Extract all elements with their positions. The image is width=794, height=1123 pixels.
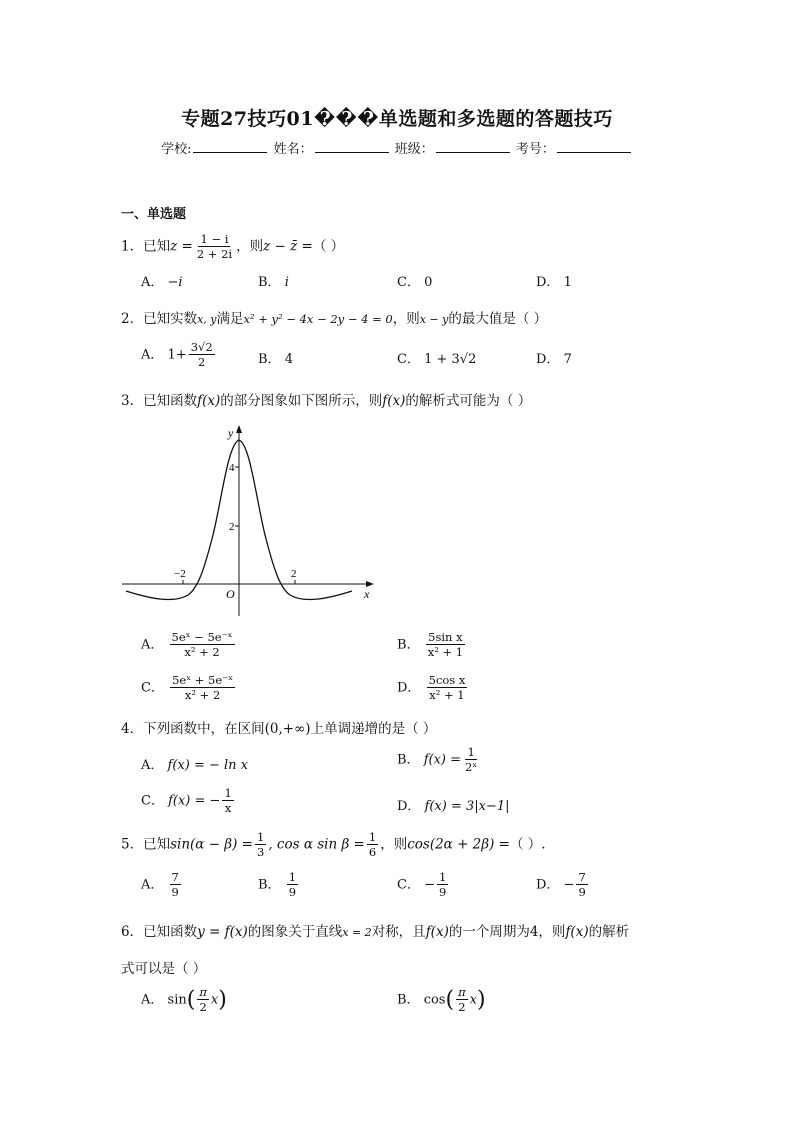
class-blank — [436, 140, 510, 153]
question-2 — [121, 307, 547, 327]
option-a: A． sin( $\frac{\pi}{2}$ x) — [141, 985, 227, 1015]
x-axis-label: x — [364, 587, 370, 601]
option-d: D． f(x) = 3|x−1| — [397, 799, 510, 814]
option-d: D． $\frac{\text{5cos x}}{\text{x² + 1}}$ — [397, 673, 466, 703]
question-text: ，则 — [236, 238, 264, 255]
question-text: 的部分图象如下图所示，则 — [220, 393, 383, 409]
answer-bracket: （ ）. — [509, 836, 546, 853]
x-tick-2: 2 — [291, 568, 297, 580]
option-c: C． $\frac{\text{5eˣ + 5e⁻ˣ}}{\text{x² + 2}}$ — [141, 673, 234, 703]
question-text: 已知函数 — [143, 924, 198, 940]
school-blank — [193, 140, 267, 153]
y-tick-4: 4 — [229, 462, 235, 474]
math-expr: x, y — [197, 313, 217, 326]
math-expr: y = f(x) — [197, 924, 248, 940]
school-label: 学校: — [161, 142, 192, 157]
option-d: D． 7 — [536, 352, 572, 367]
question-number: 3． — [121, 393, 144, 409]
answer-bracket: （ ） — [312, 238, 345, 255]
name-blank — [315, 140, 389, 153]
option-a: A． −i — [141, 275, 183, 290]
question-text: 的图象关于直线 — [247, 924, 343, 940]
option-a: A． f(x) = − ln x — [141, 758, 248, 773]
option-c: C． f(x) = − $\frac{1}{x}$ — [141, 786, 232, 816]
option-b: B． i — [258, 275, 289, 290]
option-c: C． 1 + 3√2 — [397, 352, 477, 367]
function-graph — [118, 420, 378, 620]
math-expr: z − z̄ = — [263, 238, 313, 255]
fraction — [195, 232, 234, 262]
math-expr: sin(α − β) = — [170, 836, 253, 853]
id-blank — [557, 140, 631, 153]
origin-label: O — [226, 587, 235, 601]
option-c: C． − $\frac{1}{9}$ — [397, 870, 447, 900]
math-expr: x − y — [419, 313, 449, 326]
option-d: D． 1 — [536, 275, 572, 290]
option-b: B． $\frac{1}{9}$ — [258, 870, 297, 900]
question-text: 对称，且 — [371, 924, 426, 940]
option-a: A． $\frac{7}{9}$ — [141, 870, 179, 900]
option-d: D． − $\frac{7}{9}$ — [536, 870, 586, 900]
page-title: 专题27技巧01���单选题和多选题的答题技巧 — [181, 108, 613, 130]
question-text: ，则 — [380, 836, 408, 853]
question-text: 已知函数 — [143, 393, 198, 409]
question-text: 的最大值是（ ） — [448, 311, 548, 327]
x-tick-neg2: −2 — [174, 568, 186, 580]
question-1 — [121, 232, 344, 262]
math-expr: z = — [170, 238, 193, 255]
math-expr: f(x) — [565, 924, 589, 940]
question-text: ，则 — [392, 311, 420, 327]
math-expr: x = 2 — [342, 926, 372, 939]
question-text: 的解析式可能为（ ） — [405, 393, 532, 409]
question-text: 满足 — [216, 311, 244, 327]
math-expr: x² + y² − 4x − 2y − 4 = 0 — [243, 312, 393, 326]
class-label: 班级： — [394, 142, 434, 157]
option-b: B． f(x) = $\frac{1}{\text{2ˣ}}$ — [397, 745, 478, 775]
math-expr: f(x) — [382, 393, 406, 409]
option-a: A． $\frac{\text{5eˣ − 5e⁻ˣ}}{\text{x² + 2}}$ — [141, 630, 233, 660]
question-text: 已知 — [143, 836, 171, 853]
y-axis-arrow-icon — [236, 425, 242, 433]
question-4 — [121, 717, 436, 737]
question-5: 5．已知sin(α − β) = $\frac{1}{3}$ , cos α sin β = $\frac{1}{6}$ ，则cos(2α + 2β) =（ ）. — [121, 830, 546, 860]
question-number: 4． — [121, 721, 144, 737]
y-axis-label: y — [228, 426, 234, 440]
math-expr: f(x) — [197, 393, 221, 409]
question-text: 下列函数中，在区间(0,+∞)上单调递增的是（ ） — [143, 721, 437, 737]
math-expr: f(x) — [425, 924, 449, 940]
question-text: 已知 — [143, 238, 171, 255]
option-b: B． cos( $\frac{\pi}{2}$ x) — [397, 985, 486, 1015]
question-number: 2． — [121, 311, 144, 327]
fraction-numerator: 1 − i — [200, 232, 229, 246]
question-6-line-2: 式可以是（ ） — [121, 961, 207, 977]
math-expr: , cos α sin β = — [268, 836, 365, 853]
section-title: 一、单选题 — [121, 207, 187, 222]
question-text: 已知实数 — [143, 311, 198, 327]
question-number: 5． — [121, 836, 144, 853]
question-text: 的一个周期为4，则 — [448, 924, 566, 940]
option-b: B． $\frac{\text{5sin x}}{\text{x² + 1}}$ — [397, 630, 464, 660]
math-expr: cos(2α + 2β) = — [407, 836, 510, 853]
question-number: 1． — [121, 238, 144, 255]
option-b: B． 4 — [258, 352, 293, 367]
question-number: 6． — [121, 924, 144, 940]
id-label: 考号： — [515, 142, 555, 157]
option-a: A． 1+ $\frac{3√2}{2}$ — [141, 340, 213, 370]
y-tick-2: 2 — [229, 521, 235, 533]
question-6 — [121, 920, 629, 940]
student-info-line — [0, 138, 794, 157]
name-label: 姓名： — [273, 142, 313, 157]
question-text: 的解析 — [588, 924, 630, 940]
question-3 — [121, 389, 531, 409]
option-c: C． 0 — [397, 275, 433, 290]
fraction-denominator: 2 + 2i — [196, 247, 233, 262]
